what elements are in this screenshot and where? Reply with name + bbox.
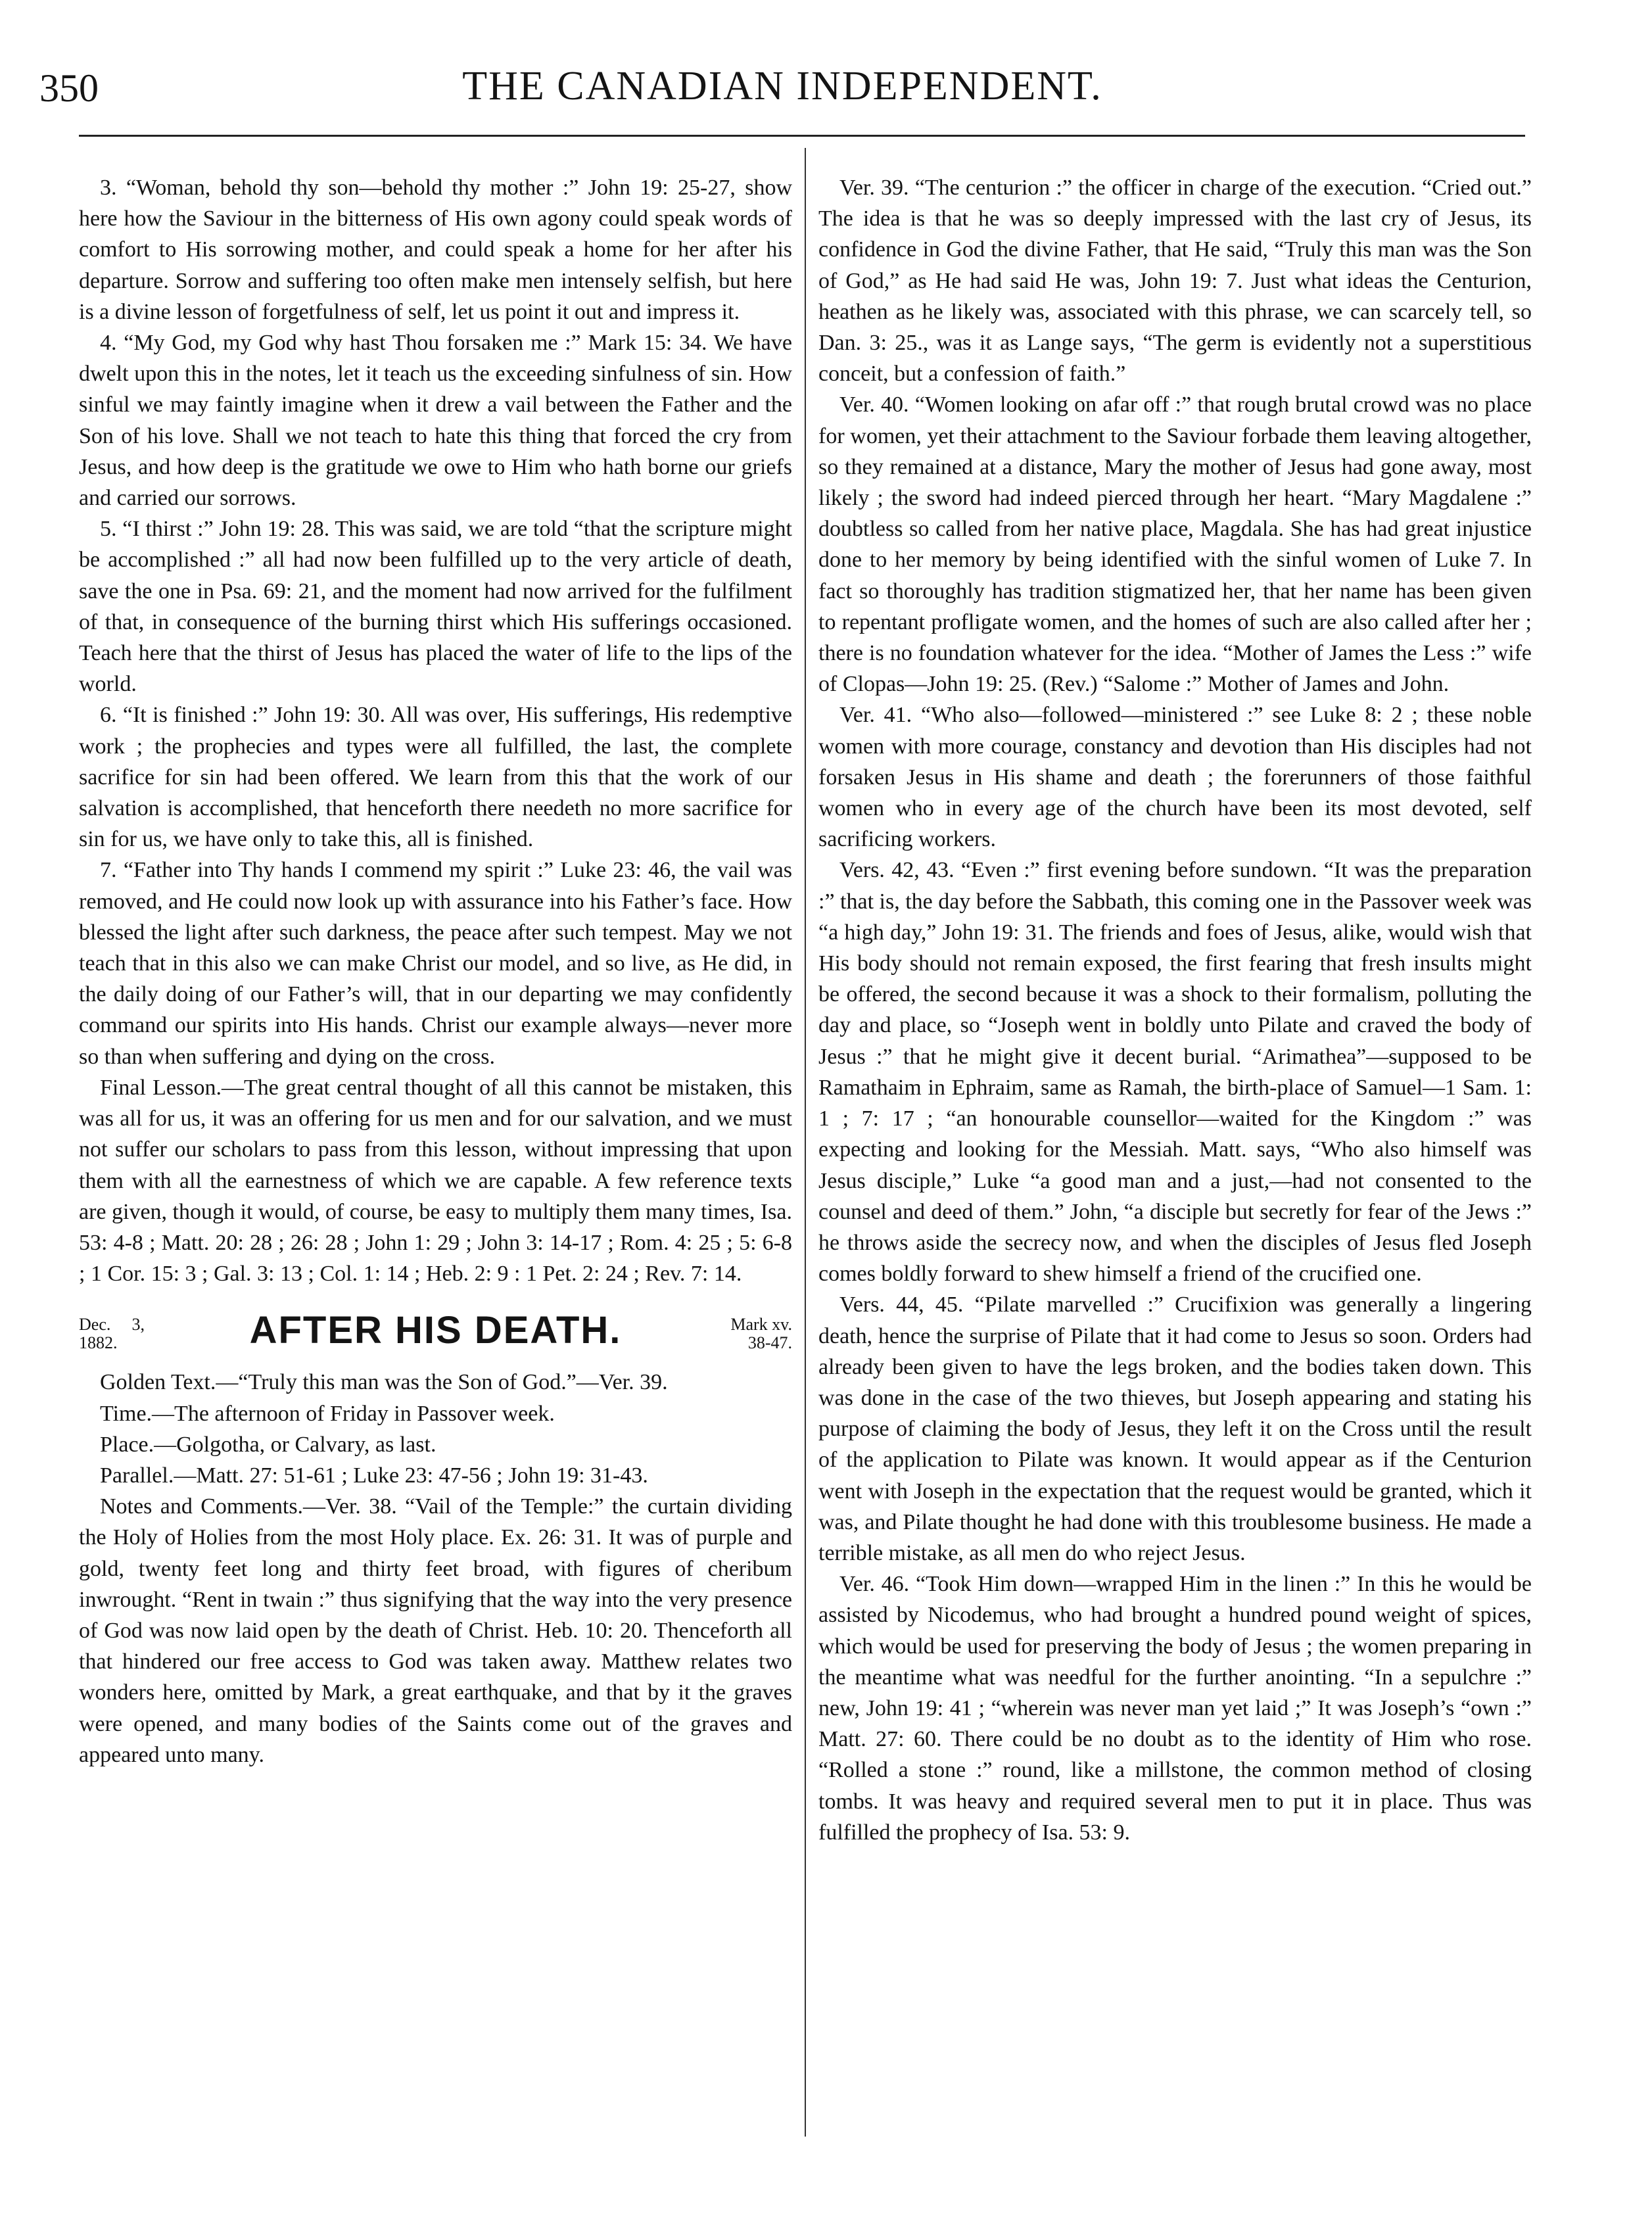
verse-41-note: Ver. 41. “Who also—followed—ministered :” see Luke 8: 2 ; these noble women with more courage, constancy and devotion than His disciples had not forsaken Jesus in His shame and death ; the forerunners of those faithful women who in every age of the church have been its most devoted, self sacrificing workers.	[818, 703, 1532, 852]
right-column	[818, 172, 1532, 1848]
lesson-heading	[79, 1304, 792, 1367]
lesson-parallel: Parallel.—Matt. 27: 51-61 ; Luke 23: 47-56 ; John 19: 31-43.	[100, 1463, 648, 1488]
point-3: 3. “Woman, behold thy son—behold thy mother :” John 19: 25-27, show here how the Saviour in the bitterness of His own agony could speak words of comfort to His sorrowing mother, and could speak a home for her after his departure. Sorrow and suffering too often make men intensely selfish, but here is a divine lesson of forgetfulness of self, let us point it out and impress it.	[79, 176, 792, 324]
journal-title: THE CANADIAN INDEPENDENT.	[462, 64, 1102, 108]
verse-42-43-note: Vers. 42, 43. “Even :” first evening before sundown. “It was the preparation :” that is, the day before the Sabbath, this coming one in the Passover week was “a high day,” John 19: 31. The friends and foes of Jesus, alike, would wish that His body should not remain exposed, the first fearing that fresh insults might be offered, the second because it was a shock to their formalism, polluting the day and place, so “Joseph went in boldly unto Pilate and craved the body of Jesus :” that he might give it decent burial. “Arimathea”—supposed to be Ramathaim in Ephraim, same as Ramah, the birth-place of Samuel—1 Sam. 1: 1 ; 7: 17 ; “an honourable counsellor—waited for the Kingdom :” was expecting and looking for the Messiah. Matt. says, “Who also himself was Jesus disciple,” Luke “a good man and a just,—had not consented to the counsel and deed of them.” John, “a disciple but secretly for fear of the Jews :” he throws aside the secrecy now, and when the disciples of Jesus fled Joseph comes boldly forward to shew himself a friend of the crucified one.	[818, 858, 1532, 1287]
header-rule	[79, 135, 1525, 137]
lesson-place: Place.—Golgotha, or Calvary, as last.	[100, 1432, 437, 1457]
page-header	[39, 53, 1525, 125]
lesson-reference: Mark xv. 38-47.	[730, 1315, 792, 1353]
page-number: 350	[39, 66, 99, 110]
verse-46-note: Ver. 46. “Took Him down—wrapped Him in the linen :” In this he would be assisted by Nicodemus, who had brought a hundred pound weight of spices, which would be used for preserving the body of Jesus ; the women preparing in the meantime what was needful for the further anointing. “In a sepulchre :” new, John 19: 41 ; “wherein was never man yet laid ;” It was Joseph’s “own :” Matt. 27: 60. There could be no doubt as to the identity of Him who rose. “Rolled a stone :” round, like a millstone, the common method of closing tombs. It was heavy and required several men to put it in place. Thus was fulfilled the prophecy of Isa. 53: 9.	[818, 1572, 1532, 1845]
verse-40-note: Ver. 40. “Women looking on afar off :” that rough brutal crowd was no place for women, yet their attachment to the Saviour forbade them leaving altogether, so they remained at a distance, Mary the mother of Jesus had gone away, most likely ; the sword had indeed pierced through her heart. “Mary Magdalene :” doubtless so called from her native place, Magdala. She has had great injustice done to her memory by being identified with the sinful women of Luke 7. In fact so thoroughly has tradition stigmatized her, that her name has been given to repentant profligate women, and the homes of such are also called after her ; there is no foundation whatever for the idea. “Mother of James the Less :” wife of Clopas—John 19: 25. (Rev.) “Salome :” Mother of James and John.	[818, 392, 1532, 697]
point-7: 7. “Father into Thy hands I commend my spirit :” Luke 23: 46, the vail was removed, and He could now look up with assurance into his Father’s face. How blessed the light after such darkness, the peace after such tempest. May we not teach that in this also we can make Christ our model, and so live, as He did, in the daily doing of our Father’s will, that in our departing we may confidently command our spirits into His hands. Christ our example always—never more so than when suffering and dying on the cross.	[79, 858, 792, 1069]
point-6: 6. “It is finished :” John 19: 30. All was over, His sufferings, His redemptive work ; the prophecies and types were all fulfilled, the last, the complete sacrifice for sin had been offered. We learn from this that the work of our salvation is accomplished, that henceforth there needeth no more sacrifice for sin for us, we have only to take this, all is finished.	[79, 703, 792, 852]
verse-39-note: Ver. 39. “The centurion :” the officer in charge of the execution. “Cried out.” The idea is that he was so deeply impressed with the last cry of Jesus, its confidence in God the divine Father, that He said, “Truly this man was the Son of God,” as He had said He was, John 19: 7. Just what ideas the Centurion, heathen as he likely was, associated with this phrase, we can scarcely tell, so Dan. 3: 25., was it as Lange says, “The germ is evidently not a superstitious conceit, but a confession of faith.”	[818, 176, 1532, 387]
left-column	[79, 172, 792, 1770]
lesson-date: Dec. 3, 1882.	[79, 1315, 145, 1353]
lesson-title: AFTER HIS DEATH.	[249, 1309, 622, 1352]
lesson-time: Time.—The afternoon of Friday in Passover week.	[100, 1401, 555, 1426]
point-4: 4. “My God, my God why hast Thou forsaken me :” Mark 15: 34. We have dwelt upon this in the notes, let it teach us the exceeding sinfulness of sin. How sinful we may faintly imagine when it drew a vail between the Father and the Son of his love. Shall we not teach to hate this thing that forced the cry from Jesus, and how deep is the gratitude we owe to Him who hath borne our griefs and carried our sorrows.	[79, 331, 792, 511]
column-divider	[805, 148, 806, 2137]
golden-text: Golden Text.—“Truly this man was the Son of God.”—Ver. 39.	[100, 1370, 668, 1395]
notes-and-comments: Notes and Comments.—Ver. 38. “Vail of the Temple:” the curtain dividing the Holy of Holies from the most Holy place. Ex. 26: 31. It was of purple and gold, twenty feet long and thirty feet broad, with figures of cheribum inwrought. “Rent in twain :” thus signifying that the way into the very presence of God was now laid open by the death of Christ. Heb. 10: 20. Thenceforth all that hindered our free access to God was taken away. Matthew relates two wonders here, omitted by Mark, a great earthquake, and that by it the graves were opened, and many bodies of the Saints come out of the graves and appeared unto many.	[79, 1494, 792, 1767]
verse-44-45-note: Vers. 44, 45. “Pilate marvelled :” Crucifixion was generally a lingering death, hence the surprise of Pilate that it had come to Jesus so soon. Orders had already been given to have the legs broken, and the bodies taken down. This was done in the case of the two thieves, but Joseph appearing and stating his purpose of claiming the body of Jesus, they left it on the Cross until the result of the application to Pilate was known. It would appear as if the Centurion went with Joseph in the expectation that the request would be granted, which it was, and Pilate thought he had done with this troublesome business. He made a terrible mistake, as all men do who reject Jesus.	[818, 1292, 1532, 1565]
final-lesson: Final Lesson.—The great central thought of all this cannot be mistaken, this was all for us, it was an offering for us men and for our salvation, and we must not suffer our scholars to pass from this lesson, without impressing that upon them with all the earnestness of which we are capable. A few reference texts are given, though it would, of course, be easy to multiply them many times, Isa. 53: 4-8 ; Matt. 20: 28 ; 26: 28 ; John 1: 29 ; John 3: 14-17 ; Rom. 4: 25 ; 5: 6-8 ; 1 Cor. 15: 3 ; Gal. 3: 13 ; Col. 1: 14 ; Heb. 2: 9 : 1 Pet. 2: 24 ; Rev. 7: 14.	[79, 1075, 792, 1287]
point-5: 5. “I thirst :” John 19: 28. This was said, we are told “that the scripture might be accomplished :” all had now been fulfilled up to the very article of death, save the one in Psa. 69: 21, and the moment had now arrived for the fulfilment of that, in consequence of the burning thirst which His sufferings occasioned. Teach here that the thirst of Jesus has placed the water of life to the lips of the world.	[79, 517, 792, 697]
